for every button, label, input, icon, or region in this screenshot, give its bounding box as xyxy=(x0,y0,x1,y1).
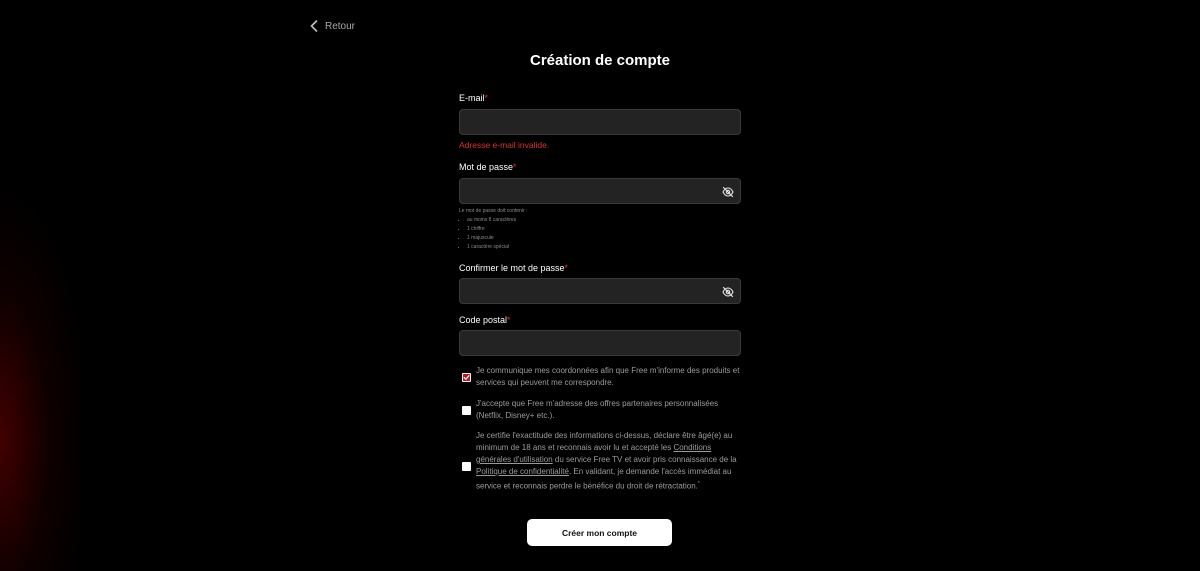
cgu-link[interactable]: Conditions générales d'utilisation xyxy=(476,443,712,464)
password-rules-intro: Le mot de passe doit contenir : xyxy=(459,208,528,214)
terms-text-part: . En validant, je demande l'accès immédiat au service et reconnais perdre le bénéfice du droit de rétractation. xyxy=(476,467,732,491)
required-mark: * xyxy=(513,162,517,172)
page-title: Création de compte xyxy=(529,52,671,69)
consent-partners-text: J'accepte que Free m'adresse des offres partenaires personnalisées (Netflix, Disney+ etc.). xyxy=(476,399,719,420)
confirm-password-label-text: Confirmer le mot de passe xyxy=(459,263,565,273)
eye-off-icon[interactable] xyxy=(722,185,734,197)
postal-code-label xyxy=(459,315,511,325)
email-error: Adresse e-mail invalide. xyxy=(459,140,550,150)
password-field-wrapper xyxy=(459,178,741,204)
email-label-text: E-mail xyxy=(459,93,485,103)
password-rule: • 1 caractère spécial xyxy=(467,243,527,252)
required-mark: * xyxy=(484,93,489,103)
postal-code-field-wrapper xyxy=(459,330,741,356)
back-label: Retour xyxy=(325,20,356,32)
password-rule: • 1 chiffre xyxy=(467,225,527,234)
password-rules xyxy=(459,207,527,252)
create-account-button[interactable]: Créer mon compte xyxy=(527,519,672,546)
email-field-wrapper xyxy=(459,109,741,135)
consent-terms-text xyxy=(476,430,741,493)
confirm-password-label xyxy=(459,263,568,273)
eye-off-icon[interactable] xyxy=(722,285,734,297)
confirm-password-field[interactable] xyxy=(460,279,740,303)
consent-marketing-text: Je communique mes coordonnées afin que Free m'informe des produits et services qui peuvent me correspondre. xyxy=(476,366,740,387)
consent-marketing-checkbox[interactable] xyxy=(462,373,471,382)
email-label xyxy=(459,93,488,103)
privacy-policy-link[interactable]: Politique de confidentialité xyxy=(476,467,569,476)
password-field[interactable] xyxy=(460,179,740,203)
chevron-left-icon xyxy=(310,20,318,32)
back-link[interactable] xyxy=(310,18,355,34)
check-icon xyxy=(463,374,470,381)
postal-code-field[interactable] xyxy=(460,331,740,355)
required-mark: * xyxy=(697,481,700,487)
terms-text-part: Je certifie l'exactitude des informations ci-dessus, déclare être âgé(e) au minimum de 18 ans et reconnais avoir lu et accepté les xyxy=(476,431,733,452)
required-mark: * xyxy=(507,315,511,325)
consent-terms-checkbox[interactable] xyxy=(462,462,471,471)
password-rule: • 1 majuscule xyxy=(467,234,527,243)
password-rules-list xyxy=(459,216,527,252)
postal-code-label-text: Code postal xyxy=(459,315,508,325)
required-mark: * xyxy=(564,263,569,273)
terms-text-part: du service Free TV et avoir pris connaissance de la xyxy=(552,455,737,464)
password-rule: • au moins 8 caractères xyxy=(467,216,527,225)
email-field[interactable] xyxy=(460,110,740,134)
confirm-password-field-wrapper xyxy=(459,278,741,304)
consent-partners-checkbox[interactable] xyxy=(462,406,471,415)
password-label-text: Mot de passe xyxy=(459,162,514,172)
background-glow xyxy=(0,0,80,571)
password-label xyxy=(459,162,517,172)
